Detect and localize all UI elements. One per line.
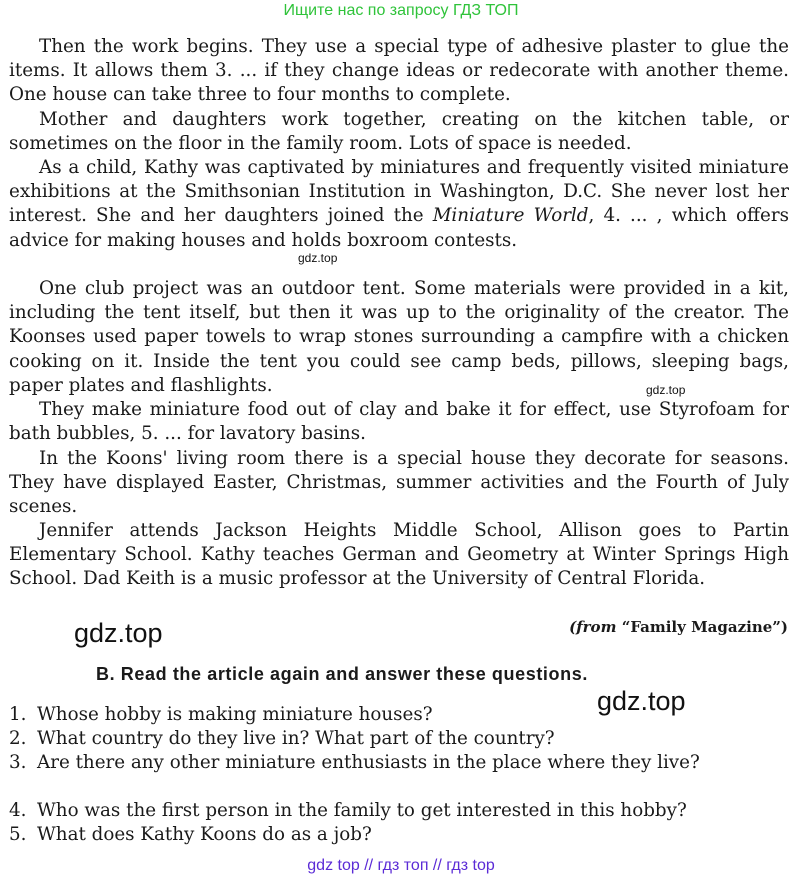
watermark-small-1: gdz.top [298,251,338,265]
paragraph-3-text-end: , 4. ... , which offers advice for making houses and holds boxroom contests. [9,205,789,251]
question-text: Who was the first person in the family to get interested in this hobby? [37,800,687,821]
question-number: 3. [9,752,27,773]
question-5 [9,823,789,847]
question-1 [9,703,789,727]
question-number: 4. [9,800,27,821]
paragraph-3 [9,156,789,253]
source-from: (from [569,618,617,636]
source-citation [569,618,788,636]
paragraph-6: In the Koons' living room there is a special house they decorate for seasons. They have displayed Easter, Christmas, summer activities and the Fourth of July scenes. [9,448,789,518]
top-banner[interactable]: Ищите нас по запросу ГДЗ ТОП [283,2,519,19]
watermark-big-2: gdz.top [597,686,686,716]
watermark-small-2: gdz.top [646,383,686,397]
question-number: 5. [9,824,27,845]
paragraph-5: They make miniature food out of clay and bake it for effect, use Styrofoam for bath bubbles, 5. ... for lavatory basins. [9,399,789,445]
bottom-banner[interactable]: gdz top // гдз топ // гдз top [307,857,495,874]
question-text: What country do they live in? What part of the country? [37,728,555,749]
question-2 [9,727,789,751]
question-3 [9,751,789,775]
paragraph-7: Jennifer attends Jackson Heights Middle School, Allison goes to Partin Elementary School. Kathy teaches German and Geometry at Winter Springs High School. Dad Keith is a music professor at the University of Central Florida. [9,520,789,590]
paragraph-3-text: As a child, Kathy was captivated by miniatures and frequently visited miniature exhibitions at the Smithsonian Institution in Washington, D.C. She never lost her interest. She and her daughters joined the [9,157,789,227]
paragraph-2: Mother and daughters work together, creating on the kitchen table, or sometimes on the floor in the family room. Lots of space is needed. [9,109,789,155]
watermark-big-1: gdz.top [74,618,163,648]
club-name: Miniature World [432,205,589,227]
question-number: 2. [9,728,27,749]
source-magazine: “Family Magazine”) [621,618,788,636]
question-text: Are there any other miniature enthusiasts in the place where they live? [37,752,700,773]
question-text: What does Kathy Koons do as a job? [37,824,372,845]
paragraph-1: Then the work begins. They use a special type of adhesive plaster to glue the items. It allows them 3. ... if they change ideas or redecorate with another theme. One house can take three to four months to complete. [9,36,789,106]
paragraph-4: One club project was an outdoor tent. Some materials were provided in a kit, including the tent itself, but then it was up to the originality of the creator. The Koonses used paper towels to wrap stones surrounding a campfire with a chicken cooking on it. Inside the tent you could see camp beds, pillows, sleeping bags, paper plates and flashlights. [9,278,789,396]
section-b-heading: B. Read the article again and answer these questions. [96,664,588,684]
question-4 [9,799,789,823]
question-number: 1. [9,704,27,725]
question-text: Whose hobby is making miniature houses? [37,704,433,725]
